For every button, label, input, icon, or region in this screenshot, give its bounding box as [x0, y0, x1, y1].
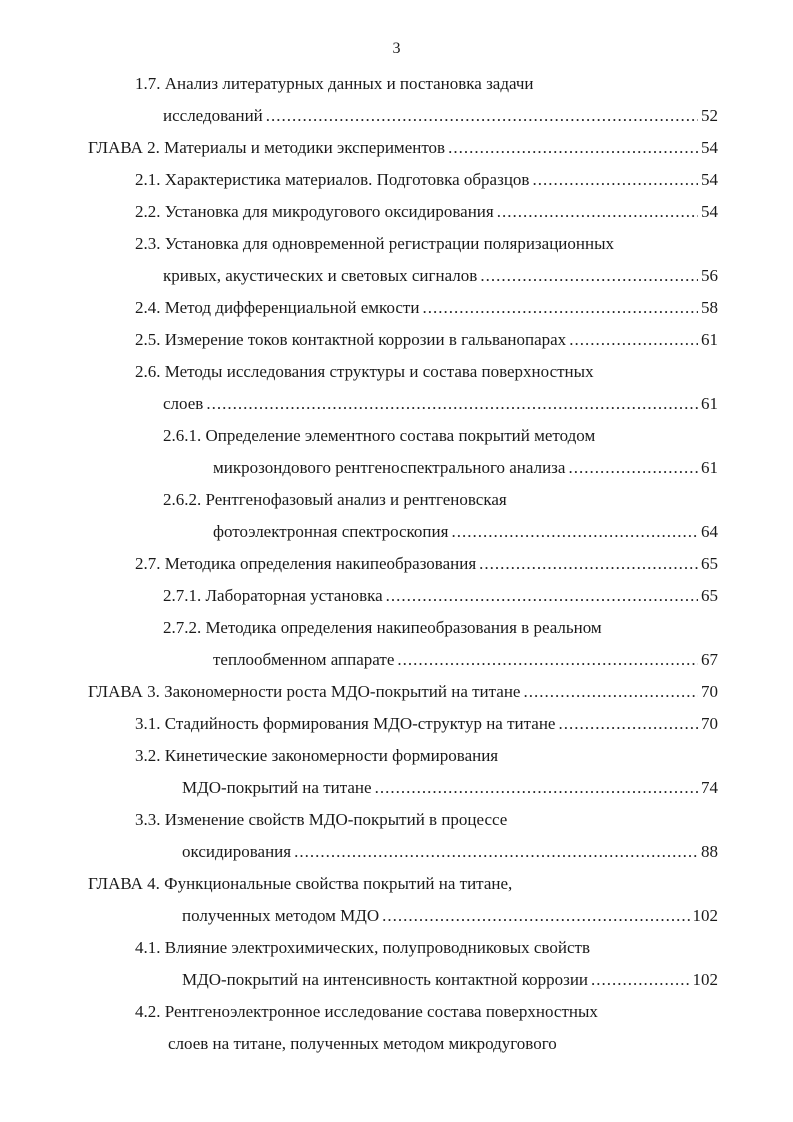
dot-leader [382, 904, 689, 928]
toc-entry-2-7-2-line1: 2.7.2. Методика определения накипеобразования в реальном [163, 618, 602, 637]
toc-entry-2-4 [135, 296, 718, 320]
toc-entry-text: ГЛАВА 2. Материалы и методики экспериментов [88, 138, 446, 157]
toc-entry-2-2 [135, 200, 718, 224]
toc-entry-text: 3.1. Стадийность формирования МДО-структур на титане [135, 714, 556, 733]
toc-entry-text: МДО-покрытий на интенсивность контактной коррозии [182, 970, 589, 989]
toc-page-number: 54 [701, 138, 718, 157]
toc-entry-3-3 [182, 840, 718, 864]
toc-entry-text: 2.2. Установка для микродугового оксидирования [135, 202, 494, 221]
toc-entry-3-2 [182, 776, 718, 800]
dot-leader [266, 104, 698, 128]
dot-leader [568, 456, 698, 480]
toc-entry-text: 2.1. Характеристика материалов. Подготовка образцов [135, 170, 530, 189]
toc-entry-1-7 [163, 104, 718, 128]
dot-leader [422, 296, 698, 320]
toc-entry-2-3 [163, 264, 718, 288]
toc-page-number: 102 [692, 906, 718, 925]
toc-entry-text: фотоэлектронная спектроскопия [213, 522, 449, 541]
toc-entry-text: исследований [163, 106, 263, 125]
toc-entry-2-7-1 [163, 584, 718, 608]
toc-entry-1-7-line1: 1.7. Анализ литературных данных и постановка задачи [135, 74, 534, 93]
dot-leader [479, 552, 698, 576]
toc-entry-text: 2.4. Метод дифференциальной емкости [135, 298, 420, 317]
toc-entry-text: МДО-покрытий на титане [182, 778, 372, 797]
toc-entry-text: слоев [163, 394, 204, 413]
dot-leader [451, 520, 698, 544]
toc-entry-2-1 [135, 168, 718, 192]
toc-page-number: 61 [701, 394, 718, 413]
dot-leader [397, 648, 698, 672]
toc-entry-4-2-line2: слоев на титане, полученных методом микродугового [168, 1034, 557, 1053]
toc-page-number: 67 [701, 650, 718, 669]
toc-entry-2-6-2-line1: 2.6.2. Рентгенофазовый анализ и рентгеновская [163, 490, 507, 509]
toc-entry-text: оксидирования [182, 842, 292, 861]
toc-entry-text: теплообменном аппарате [213, 650, 395, 669]
toc-entry-2-6-1-line1: 2.6.1. Определение элементного состава покрытий методом [163, 426, 596, 445]
toc-entry-2-7-2 [213, 648, 718, 672]
toc-entry-4-1-line1: 4.1. Влияние электрохимических, полупроводниковых свойств [135, 938, 590, 957]
toc-page-number: 70 [701, 682, 718, 701]
toc-entry-text: 2.7.1. Лабораторная установка [163, 586, 383, 605]
toc-page-number: 70 [701, 714, 718, 733]
toc-entry-2-7 [135, 552, 718, 576]
toc-chapter-2 [88, 136, 718, 160]
dot-leader [569, 328, 698, 352]
toc-entry-2-6-line1: 2.6. Методы исследования структуры и состава поверхностных [135, 362, 594, 381]
toc-page-number: 58 [701, 298, 718, 317]
toc-page-number: 61 [701, 458, 718, 477]
toc-chapter-4 [182, 904, 718, 928]
toc-page-number: 65 [701, 554, 718, 573]
toc-page-number: 64 [701, 522, 718, 541]
toc-page-number: 88 [701, 842, 718, 861]
toc-page-number: 54 [701, 202, 718, 221]
toc-page-number: 54 [701, 170, 718, 189]
toc-entry-3-2-line1: 3.2. Кинетические закономерности формирования [135, 746, 499, 765]
toc-entry-2-6-2 [213, 520, 718, 544]
dot-leader [375, 776, 698, 800]
toc-entry-text: ГЛАВА 3. Закономерности роста МДО-покрытий на титане [88, 682, 521, 701]
dot-leader [591, 968, 689, 992]
toc-entry-2-6 [163, 392, 718, 416]
toc-entry-text: микрозондового рентгеноспектрального анализа [213, 458, 566, 477]
dot-leader [448, 136, 698, 160]
toc-chapter-4-line1: ГЛАВА 4. Функциональные свойства покрытий на титане, [88, 874, 513, 893]
dot-leader [497, 200, 698, 224]
dot-leader [206, 392, 698, 416]
toc-entry-4-2-line1: 4.2. Рентгеноэлектронное исследование состава поверхностных [135, 1002, 598, 1021]
toc-entry-4-1 [182, 968, 718, 992]
dot-leader [558, 712, 698, 736]
page-number: 3 [392, 40, 401, 57]
toc-chapter-3 [88, 680, 718, 704]
toc-entry-text: 2.5. Измерение токов контактной коррозии в гальванопарах [135, 330, 567, 349]
toc-page-number: 61 [701, 330, 718, 349]
toc-entry-3-3-line1: 3.3. Изменение свойств МДО-покрытий в процессе [135, 810, 508, 829]
toc-entry-text: 2.7. Методика определения накипеобразования [135, 554, 477, 573]
dot-leader [532, 168, 698, 192]
toc-entry-2-5 [135, 328, 718, 352]
toc-entry-3-1 [135, 712, 718, 736]
toc-entry-text: кривых, акустических и световых сигналов [163, 266, 478, 285]
dot-leader [294, 840, 698, 864]
dot-leader [386, 584, 698, 608]
toc-page-number: 65 [701, 586, 718, 605]
dot-leader [480, 264, 698, 288]
toc-page-number: 74 [701, 778, 718, 797]
toc-page-number: 56 [701, 266, 718, 285]
toc-page-number: 102 [692, 970, 718, 989]
toc-entry-2-6-1 [213, 456, 718, 480]
toc-entry-text: полученных методом МДО [182, 906, 380, 925]
toc-page-number: 52 [701, 106, 718, 125]
dot-leader [523, 680, 698, 704]
toc-entry-2-3-line1: 2.3. Установка для одновременной регистрации поляризационных [135, 234, 615, 253]
